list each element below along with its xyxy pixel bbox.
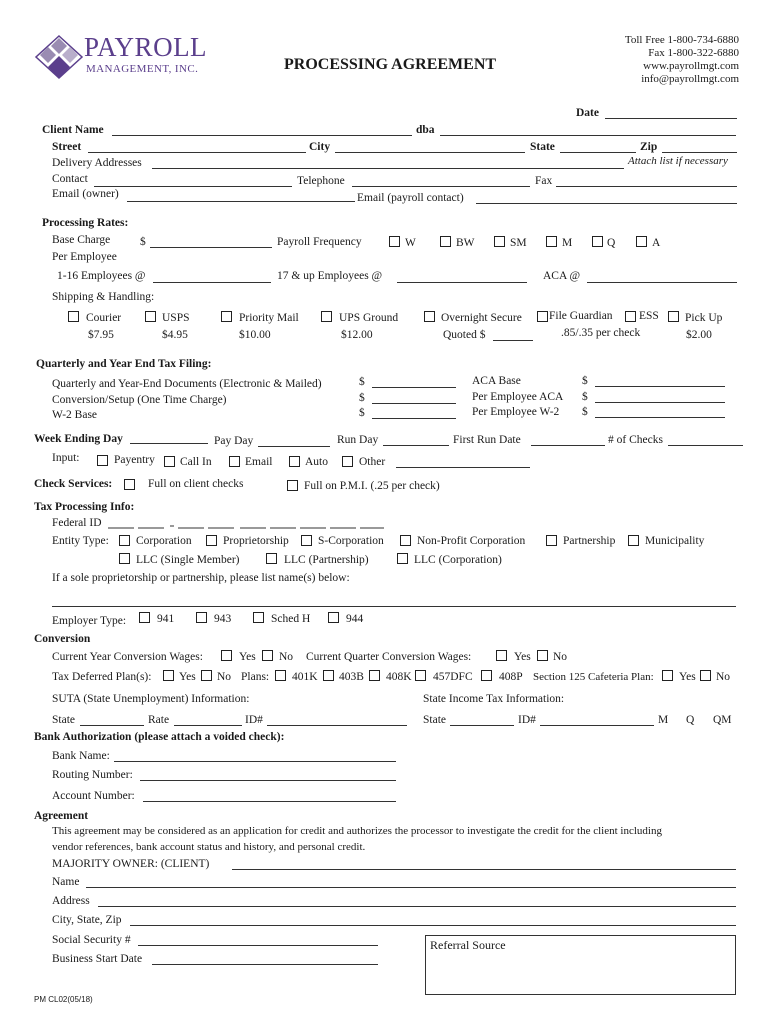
tax-deferred-no-label: No — [217, 671, 232, 683]
freq-a-label: A — [652, 237, 661, 249]
w2-base-field[interactable] — [372, 418, 456, 419]
agreement-heading: Agreement — [34, 810, 89, 822]
per-employee-aca-label: Per Employee ACA — [472, 391, 564, 403]
contact-phone: Toll Free 1-800-734-6880 — [624, 34, 739, 46]
delivery-label: Delivery Addresses — [52, 157, 142, 169]
input-callin-checkbox[interactable] — [164, 456, 175, 467]
owner-city-field[interactable] — [130, 925, 736, 926]
bank-name-label: Bank Name: — [52, 750, 110, 762]
freq-m-label: M — [562, 237, 573, 249]
input-other-checkbox[interactable] — [342, 456, 353, 467]
entity-proprietorship-label: Proprietorship — [223, 535, 289, 547]
current-year-yes-checkbox[interactable] — [221, 650, 232, 661]
w2-base-label: W-2 Base — [52, 409, 98, 421]
quarterly-docs-label: Quarterly and Year-End Documents (Electronic & Mailed) — [52, 378, 322, 390]
owner-name-field[interactable] — [86, 887, 736, 888]
conversion-heading: Conversion — [34, 633, 91, 645]
per-employee-aca-field[interactable] — [595, 402, 725, 403]
base-charge-field[interactable] — [150, 247, 272, 248]
form-code: PM CL02(05/18) — [34, 995, 93, 1004]
employer-944-checkbox[interactable] — [328, 612, 339, 623]
owner-address-field[interactable] — [98, 906, 736, 907]
ship-pickup-price: $2.00 — [686, 329, 712, 341]
tax-deferred-yes-label: Yes — [179, 671, 196, 683]
ship-ups-label: UPS Ground — [339, 312, 399, 324]
entity-corporation-label: Corporation — [136, 535, 192, 547]
current-year-no-checkbox[interactable] — [262, 650, 273, 661]
num-checks-field[interactable] — [668, 445, 743, 446]
routing-number-label: Routing Number: — [52, 769, 133, 781]
entity-municipality-label: Municipality — [645, 535, 705, 547]
quarterly-docs-field[interactable] — [372, 387, 456, 388]
freq-sm-label: SM — [510, 237, 527, 249]
ship-file-guardian-price: .85/.35 per check — [561, 327, 641, 339]
per-employee-label: Per Employee — [52, 251, 117, 263]
full-client-checkbox[interactable] — [124, 479, 135, 490]
section125-no-checkbox[interactable] — [700, 670, 711, 681]
current-quarter-yes-label: Yes — [514, 651, 531, 663]
input-auto-label: Auto — [305, 456, 328, 468]
state-label: State — [530, 141, 555, 153]
contact-label: Contact — [52, 173, 88, 185]
section125-yes-checkbox[interactable] — [662, 670, 673, 681]
entity-llc-corporation-label: LLC (Corporation) — [414, 554, 502, 566]
input-other-label: Other — [359, 456, 386, 468]
input-callin-label: Call In — [180, 456, 212, 468]
first-run-date-label: First Run Date — [453, 434, 521, 446]
employer-941-label: 941 — [157, 613, 175, 625]
business-start-field[interactable] — [152, 964, 378, 965]
entity-scorp-checkbox[interactable] — [301, 535, 312, 546]
account-number-field[interactable] — [143, 801, 396, 802]
emp-1-16-field[interactable] — [153, 282, 271, 283]
full-pmi-label: Full on P.M.I. (.25 per check) — [304, 480, 440, 492]
check-services-label: Check Services: — [34, 478, 113, 490]
current-year-no-label: No — [279, 651, 294, 663]
sit-freq-qm: QM — [713, 714, 732, 726]
ship-pickup-label: Pick Up — [685, 312, 723, 324]
suta-id-label: ID# — [245, 714, 263, 726]
sit-freq-m: M — [658, 714, 669, 726]
referral-source-box[interactable] — [425, 935, 736, 995]
entity-corporation-checkbox[interactable] — [119, 535, 130, 546]
owner-name-label: Name — [52, 876, 80, 888]
email-owner-label: Email (owner) — [52, 188, 119, 200]
ship-overnight-price: Quoted $ — [443, 329, 486, 341]
referral-source-label: Referral Source — [430, 938, 506, 952]
email-owner-field[interactable] — [127, 201, 355, 202]
suta-id-field[interactable] — [267, 725, 407, 726]
ship-usps-checkbox[interactable] — [145, 311, 156, 322]
ship-overnight-label: Overnight Secure — [441, 312, 522, 324]
plan-408p-checkbox[interactable] — [481, 670, 492, 681]
emp-17-field[interactable] — [397, 282, 527, 283]
logo-line2: MANAGEMENT, INC. — [86, 63, 199, 75]
full-client-label: Full on client checks — [148, 478, 244, 490]
per-employee-aca-dollar: $ — [582, 391, 588, 403]
fax-field[interactable] — [556, 186, 737, 187]
state-income-label: State Income Tax Information: — [423, 693, 565, 705]
ship-courier-price: $7.95 — [88, 329, 114, 341]
current-year-yes-label: Yes — [239, 651, 256, 663]
sit-state-label: State — [423, 714, 446, 726]
zip-label: Zip — [640, 141, 658, 153]
plan-457dfc-label: 457DFC — [433, 671, 473, 683]
delivery-field[interactable] — [152, 168, 624, 169]
contact-field[interactable] — [94, 186, 292, 187]
client-name-field[interactable] — [112, 135, 412, 136]
entity-llc-single-checkbox[interactable] — [119, 553, 130, 564]
tax-deferred-no-checkbox[interactable] — [201, 670, 212, 681]
sole-prop-note: If a sole proprietorship or partnership, please list name(s) below: — [52, 572, 350, 584]
ship-file-guardian-checkbox[interactable] — [537, 311, 548, 322]
current-quarter-label: Current Quarter Conversion Wages: — [306, 651, 472, 663]
entity-type-label: Entity Type: — [52, 535, 109, 547]
conversion-setup-field[interactable] — [372, 403, 456, 404]
num-checks-label: # of Checks — [608, 434, 663, 446]
plan-408k-label: 408K — [386, 671, 412, 683]
suta-rate-field[interactable] — [174, 725, 242, 726]
plan-403b-checkbox[interactable] — [323, 670, 334, 681]
ship-overnight-quote-field[interactable] — [493, 340, 533, 341]
sole-prop-names-field[interactable] — [52, 606, 736, 607]
run-day-label: Run Day — [337, 434, 379, 446]
ship-pickup-checkbox[interactable] — [668, 311, 679, 322]
date-label: Date — [576, 107, 599, 119]
ship-priority-checkbox[interactable] — [221, 311, 232, 322]
sit-freq-q: Q — [686, 714, 695, 726]
current-quarter-no-label: No — [553, 651, 568, 663]
street-label: Street — [52, 141, 82, 153]
state-field[interactable] — [560, 152, 636, 153]
aca-base-dollar: $ — [582, 375, 588, 387]
entity-partnership-label: Partnership — [563, 535, 616, 547]
per-employee-w2-dollar: $ — [582, 406, 588, 418]
conversion-setup-dollar: $ — [359, 392, 365, 404]
fax-label: Fax — [535, 175, 553, 187]
ship-courier-checkbox[interactable] — [68, 311, 79, 322]
page-title: PROCESSING AGREEMENT — [284, 56, 497, 73]
run-day-field[interactable] — [383, 445, 449, 446]
ship-courier-label: Courier — [86, 312, 122, 324]
agreement-text-line2: vendor references, bank account status and history, and personal credit. — [52, 841, 366, 853]
ssn-label: Social Security # — [52, 934, 131, 946]
dba-label: dba — [416, 124, 435, 136]
plan-457dfc-checkbox[interactable] — [415, 670, 426, 681]
entity-nonprofit-checkbox[interactable] — [400, 535, 411, 546]
zip-field[interactable] — [662, 152, 737, 153]
plan-408k-checkbox[interactable] — [369, 670, 380, 681]
telephone-field[interactable] — [352, 186, 530, 187]
contact-email: info@payrollmgt.com — [641, 73, 739, 85]
section125-yes-label: Yes — [679, 671, 696, 683]
employer-943-checkbox[interactable] — [196, 612, 207, 623]
contact-fax: Fax 1-800-322-6880 — [648, 47, 739, 59]
owner-city-label: City, State, Zip — [52, 914, 122, 926]
bank-heading: Bank Authorization (please attach a voided check): — [34, 731, 285, 743]
email-payroll-field[interactable] — [476, 203, 737, 204]
majority-owner-label: MAJORITY OWNER: (CLIENT) — [52, 858, 210, 870]
business-start-label: Business Start Date — [52, 953, 143, 965]
entity-llc-partnership-label: LLC (Partnership) — [284, 554, 369, 566]
week-ending-label: Week Ending Day — [34, 433, 123, 445]
city-field[interactable] — [335, 152, 525, 153]
sit-id-field[interactable] — [540, 725, 654, 726]
suta-label: SUTA (State Unemployment) Information: — [52, 693, 250, 705]
section125-no-label: No — [716, 671, 731, 683]
payroll-frequency-label: Payroll Frequency — [277, 236, 362, 248]
freq-bw-label: BW — [456, 237, 475, 249]
emp-1-16-label: 1-16 Employees @ — [57, 270, 146, 282]
input-payentry-label: Payentry — [114, 454, 155, 466]
date-field[interactable] — [605, 118, 737, 119]
bank-name-field[interactable] — [114, 761, 396, 762]
freq-a-checkbox[interactable] — [636, 236, 647, 247]
per-employee-w2-field[interactable] — [595, 417, 725, 418]
freq-sm-checkbox[interactable] — [494, 236, 505, 247]
client-name-label: Client Name — [42, 124, 104, 136]
city-label: City — [309, 141, 331, 153]
freq-w-label: W — [405, 237, 416, 249]
shipping-label: Shipping & Handling: — [52, 291, 155, 303]
tax-processing-heading: Tax Processing Info: — [34, 501, 135, 513]
entity-nonprofit-label: Non-Profit Corporation — [417, 535, 526, 547]
section125-label: Section 125 Cafeteria Plan: — [533, 671, 654, 683]
input-payentry-checkbox[interactable] — [97, 455, 108, 466]
plans-label: Plans: — [241, 671, 270, 683]
agreement-text-line1: This agreement may be considered as an application for credit and authorizes the processor to investigate the credit for the client including — [52, 825, 662, 837]
processing-rates-heading: Processing Rates: — [42, 217, 129, 229]
tax-deferred-label: Tax Deferred Plan(s): — [52, 671, 152, 683]
aca-rate-field[interactable] — [587, 282, 737, 283]
majority-owner-field[interactable] — [232, 869, 736, 870]
first-run-date-field[interactable] — [531, 445, 605, 446]
suta-state-field[interactable] — [80, 725, 144, 726]
current-quarter-yes-checkbox[interactable] — [496, 650, 507, 661]
federal-id-label: Federal ID — [52, 517, 102, 529]
pay-day-label: Pay Day — [214, 435, 254, 447]
freq-w-checkbox[interactable] — [389, 236, 400, 247]
entity-llc-single-label: LLC (Single Member) — [136, 554, 240, 566]
federal-id-field[interactable] — [108, 524, 384, 530]
employer-943-label: 943 — [214, 613, 232, 625]
conversion-setup-label: Conversion/Setup (One Time Charge) — [52, 394, 227, 406]
entity-proprietorship-checkbox[interactable] — [206, 535, 217, 546]
pay-day-field[interactable] — [258, 446, 330, 447]
plan-401k-label: 401K — [292, 671, 318, 683]
entity-llc-corporation-checkbox[interactable] — [397, 553, 408, 564]
plan-408p-label: 408P — [499, 671, 523, 683]
account-number-label: Account Number: — [52, 790, 135, 802]
ship-usps-price: $4.95 — [162, 329, 188, 341]
current-quarter-no-checkbox[interactable] — [537, 650, 548, 661]
employer-941-checkbox[interactable] — [139, 612, 150, 623]
aca-base-field[interactable] — [595, 386, 725, 387]
aca-base-label: ACA Base — [472, 375, 521, 387]
freq-q-checkbox[interactable] — [592, 236, 603, 247]
sit-id-label: ID# — [518, 714, 536, 726]
ship-ess-checkbox[interactable] — [625, 311, 636, 322]
contact-web: www.payrollmgt.com — [643, 60, 739, 72]
freq-q-label: Q — [607, 237, 616, 249]
input-auto-checkbox[interactable] — [289, 456, 300, 467]
ship-ess-label: ESS — [639, 310, 659, 322]
attach-note: Attach list if necessary — [628, 155, 728, 167]
suta-rate-label: Rate — [148, 714, 170, 726]
full-pmi-checkbox[interactable] — [287, 480, 298, 491]
input-label: Input: — [52, 452, 80, 464]
ship-overnight-checkbox[interactable] — [424, 311, 435, 322]
quarterly-heading: Quarterly and Year End Tax Filing: — [36, 358, 212, 370]
ship-file-guardian-label: File Guardian — [549, 310, 613, 322]
entity-municipality-checkbox[interactable] — [628, 535, 639, 546]
sit-state-field[interactable] — [450, 725, 514, 726]
input-email-checkbox[interactable] — [229, 456, 240, 467]
employer-944-label: 944 — [346, 613, 364, 625]
plan-403b-label: 403B — [339, 671, 364, 683]
dba-field[interactable] — [440, 135, 736, 136]
current-year-label: Current Year Conversion Wages: — [52, 651, 203, 663]
employer-schedh-checkbox[interactable] — [253, 612, 264, 623]
company-logo-icon — [34, 34, 84, 80]
freq-bw-checkbox[interactable] — [440, 236, 451, 247]
ship-ups-checkbox[interactable] — [321, 311, 332, 322]
ship-priority-label: Priority Mail — [239, 312, 299, 324]
dollar-sign: $ — [140, 236, 146, 248]
week-ending-field[interactable] — [130, 443, 208, 444]
entity-llc-partnership-checkbox[interactable] — [266, 553, 277, 564]
input-other-field[interactable] — [396, 467, 530, 468]
tax-deferred-yes-checkbox[interactable] — [163, 670, 174, 681]
telephone-label: Telephone — [297, 175, 345, 187]
owner-address-label: Address — [52, 895, 90, 907]
per-employee-w2-label: Per Employee W-2 — [472, 406, 560, 418]
freq-m-checkbox[interactable] — [546, 236, 557, 247]
aca-rate-label: ACA @ — [543, 270, 581, 282]
routing-number-field[interactable] — [140, 780, 396, 781]
input-email-label: Email — [245, 456, 273, 468]
employer-schedh-label: Sched H — [271, 613, 311, 625]
logo-line1: PAYROLL — [84, 32, 208, 62]
entity-scorp-label: S-Corporation — [318, 535, 384, 547]
quarterly-docs-dollar: $ — [359, 376, 365, 388]
employer-type-label: Employer Type: — [52, 615, 127, 627]
emp-17-label: 17 & up Employees @ — [277, 270, 383, 282]
w2-base-dollar: $ — [359, 407, 365, 419]
suta-state-label: State — [52, 714, 75, 726]
entity-partnership-checkbox[interactable] — [546, 535, 557, 546]
email-payroll-label: Email (payroll contact) — [357, 192, 464, 204]
ship-ups-price: $12.00 — [341, 329, 373, 341]
base-charge-label: Base Charge — [52, 234, 111, 246]
ship-priority-price: $10.00 — [239, 329, 271, 341]
plan-401k-checkbox[interactable] — [275, 670, 286, 681]
street-field[interactable] — [88, 152, 306, 153]
ssn-field[interactable] — [138, 945, 378, 946]
ship-usps-label: USPS — [162, 312, 190, 324]
